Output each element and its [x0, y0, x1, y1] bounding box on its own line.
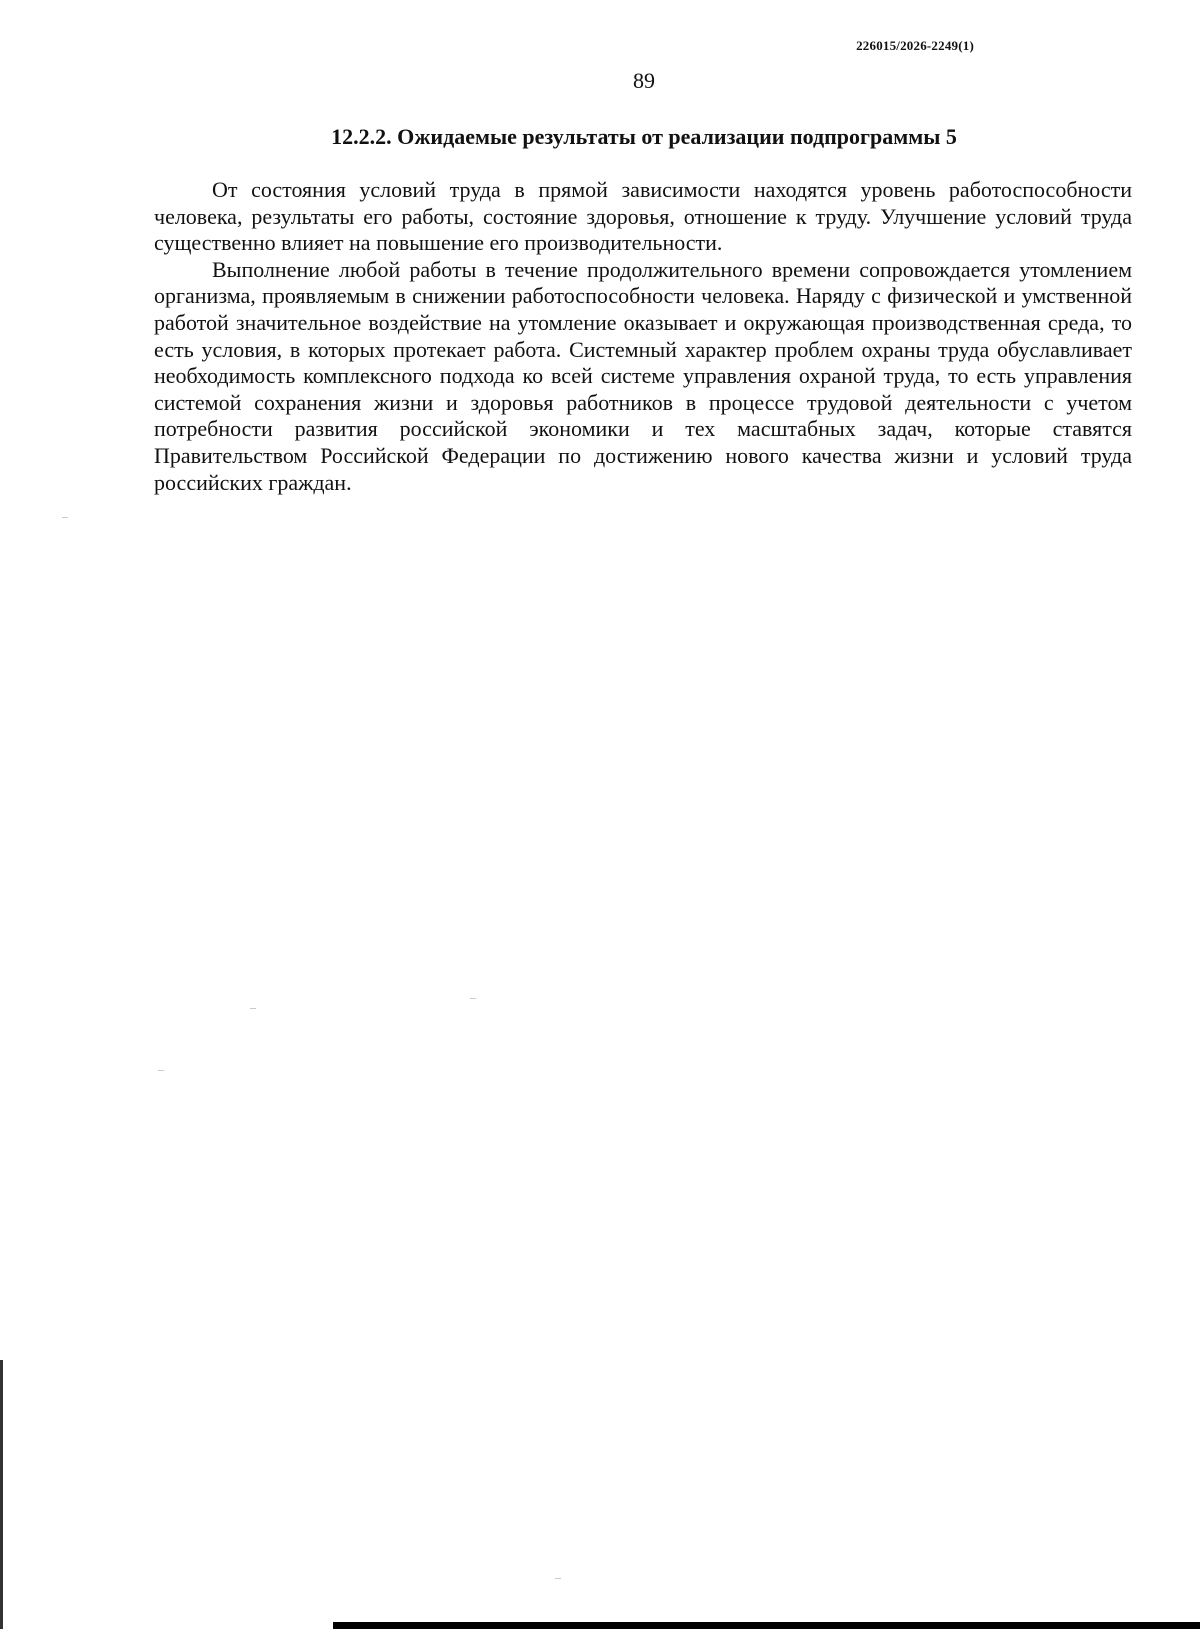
scan-speck	[555, 1578, 561, 1579]
scan-left-edge	[0, 1360, 3, 1629]
scan-speck	[158, 1070, 164, 1071]
section-heading: 12.2.2. Ожидаемые результаты от реализации подпрограммы 5	[331, 124, 957, 149]
page-number: 89	[633, 68, 655, 93]
body-text	[154, 177, 1132, 496]
paragraph-1: От состояния условий труда в прямой зависимости находятся уровень работоспособности человека, результаты его работы, состояние здоровья, отношение к труду. Улучшение условий труда существенно влияет на повышение его производительности.	[154, 177, 1132, 256]
document-id: 226015/2026-2249(1)	[856, 38, 974, 53]
scan-speck	[62, 517, 68, 518]
paragraph-2: Выполнение любой работы в течение продолжительного времени сопровождается утомлением организма, проявляемым в снижении работоспособности человека. Наряду с физической и умственной работой значительное воздействие на утомление оказывает и окружающая производственная среда, то есть условия, в которых протекает работа. Системный характер проблем охраны труда обуславливает необходимость комплексного подхода ко всей системе управления охраной труда, то есть управления системой сохранения жизни и здоровья работников в процессе трудовой деятельности с учетом потребности развития российской экономики и тех масштабных задач, которые ставятся Правительством Российской Федерации по достижению нового качества жизни и условий труда российских граждан.	[154, 256, 1132, 495]
scan-bottom-edge	[333, 1622, 1200, 1629]
scan-speck	[250, 1008, 256, 1009]
scan-speck	[470, 998, 476, 999]
